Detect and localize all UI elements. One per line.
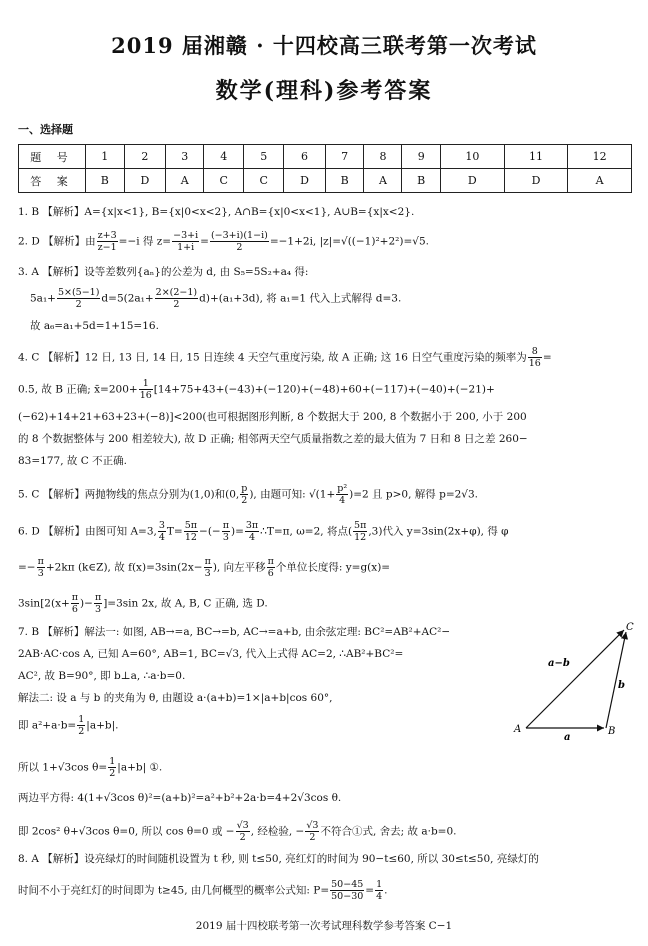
question-number-cell: 11 [504,145,568,169]
fraction [305,820,319,843]
label-a: a [564,732,571,742]
table-row [19,145,632,169]
question-number-cell: 5 [244,145,284,169]
text: =−i 得 z= [118,235,172,248]
label-c-point: C [626,622,634,633]
text: 2. D 【解析】由 [18,235,96,248]
solution-q7-line6 [18,756,162,779]
text: =−1+2i, |z|=√((−1)²+2²)=√5. [269,235,429,248]
answer-cell: B [86,169,125,193]
numerator: π [204,556,211,567]
denominator: 4 [376,891,383,902]
table-header-cell: 答 案 [19,169,86,193]
solution-q7-line2: 2AB·AC·cos A, 已知 A=60°, AB=1, BC=√3, 代入上式得 AC=2, ∴AB²+BC²= [18,648,404,660]
text: = [365,884,375,897]
answer-cell: D [284,169,326,193]
fraction [184,520,198,543]
question-number-cell: 12 [568,145,632,169]
denominator: 2 [109,768,116,779]
answer-cell: A [166,169,204,193]
answer-table [18,144,632,193]
fraction [245,520,259,543]
question-number-cell: 3 [166,145,204,169]
fraction [37,556,45,579]
answer-cell: D [504,169,568,193]
solution-q3-line1: 3. A 【解析】设等差数列{aₙ}的公差为 d, 由 S₅=5S₂+a₄ 得: [18,266,309,278]
denominator: 6 [267,568,274,579]
fraction [336,483,348,506]
label-a-minus-b: a−b [548,658,570,669]
numerator: 3 [158,520,165,531]
fraction [210,230,269,253]
text: )=2 且 p>0, 解得 p=2√3. [349,488,479,501]
text: . [384,884,388,897]
answer-cell: A [364,169,402,193]
solution-q4-line3: (−62)+14+21+63+23+(−8)]<200(也可根据图形判断, 8 个数据大于 200, 8 个数据小于 200, 小于 200 [18,411,527,423]
fraction [240,483,248,506]
page-title: 2019 届湘赣 · 十四校高三联考第一次考试 [111,33,537,58]
denominator: 12 [354,532,367,543]
denominator: 4 [249,532,256,543]
numerator: (−3+i)(1−i) [210,230,268,241]
text: , 经检验, − [250,825,305,838]
numerator: π [222,520,229,531]
denominator: 1+i [177,242,195,253]
text: 即 2cos² θ+√3cos θ=0, 所以 cos θ=0 或 − [18,825,235,838]
question-number-cell: 7 [325,145,364,169]
denominator: 2 [75,299,82,310]
text: 5a₁+ [30,292,56,305]
numerator: 1 [376,879,383,890]
text: [14+75+43+(−43)+(−120)+(−48)+60+(−117)+(−40)+(−21)+ [153,383,495,396]
label-b: b [618,680,625,691]
table-row [19,169,632,193]
text: 4. C 【解析】12 日, 13 日, 14 日, 15 日连续 4 天空气重度污染, 故 A 正确; 这 16 日空气重度污染的频率为 [18,351,527,364]
numerator: z+3 [97,230,117,241]
text: |a+b| ①. [117,761,163,774]
numerator: p² [337,483,348,494]
numerator: 1 [78,714,85,725]
solution-q3-line2 [30,287,401,310]
denominator: 12 [184,532,197,543]
solution-q5 [18,483,478,506]
label-a-point: A [514,724,522,735]
text: 不符合①式, 舍去; 故 a·b=0. [320,825,457,838]
numerator: π [267,556,274,567]
answer-cell: C [244,169,284,193]
solution-q7-line8 [18,820,457,843]
solution-q4-line4: 的 8 个数据整体与 200 相差较大), 故 D 正确; 相邻两天空气质量指数之差的最大值为 7 日和 8 日之差 260− [18,433,528,445]
text: 3sin[2(x+ [18,597,70,610]
section-heading: 一、选择题 [18,123,73,136]
denominator: 2 [236,242,243,253]
fraction [139,378,153,401]
text: )− [80,597,93,610]
solution-q7-line1: 7. B 【解析】解法一: 如图, AB→=a, BC→=b, AC→=a+b, 由余弦定理: BC²=AB²+AC²− [18,626,451,638]
denominator: 4 [158,532,165,543]
numerator: 50−45 [331,879,364,890]
text: )= [230,525,244,538]
fraction [71,592,79,615]
solution-q6-line1 [18,520,509,543]
denominator: 2 [173,299,180,310]
fraction [108,756,116,779]
denominator: 4 [339,495,346,506]
fraction [97,230,118,253]
answer-cell: C [204,169,244,193]
numerator: √3 [306,820,319,831]
page-footer: 2019 届十四校联考第一次考试理科数学参考答案 C−1 [195,920,453,932]
question-number-cell: 4 [204,145,244,169]
answer-cell: D [441,169,505,193]
numerator: −3+i [173,230,199,241]
question-number-cell: 8 [364,145,402,169]
text: ), 向左平移 [212,561,266,574]
fraction [77,714,85,737]
numerator: 5×(5−1) [57,287,100,298]
denominator: 3 [37,568,44,579]
text: 时间不小于亮红灯的时间即为 t≥45, 由几何概型的概率公式知: P= [18,884,330,897]
numerator: 1 [109,756,116,767]
numerator: p [241,483,248,494]
solution-q7-line5 [18,714,118,737]
question-number-cell: 1 [86,145,125,169]
denominator: 2 [309,832,316,843]
numerator: 5π [184,520,198,531]
fraction [155,287,198,310]
fraction [57,287,100,310]
vector-triangle-figure [506,618,640,742]
solution-q6-line3 [18,592,268,615]
text: |a+b|. [86,719,119,732]
fraction [267,556,275,579]
answer-cell: D [124,169,166,193]
solution-q6-line2 [18,556,390,579]
solution-q4-line1 [18,346,552,369]
fraction [375,879,383,902]
answer-cell: B [402,169,441,193]
question-number-cell: 10 [441,145,505,169]
denominator: 16 [528,358,541,369]
answer-cell: B [325,169,364,193]
numerator: 2×(2−1) [155,287,198,298]
solution-q3-line3: 故 a₆=a₁+5d=1+15=16. [30,320,159,332]
fraction [204,556,212,579]
numerator: π [37,556,44,567]
solution-q1: 1. B 【解析】A={x|x<1}, B={x|0<x<2}, A∩B={x|0<x<1}, A∪B={x|x<2}. [18,206,415,218]
solution-q4-line2 [18,378,495,401]
denominator: 2 [78,726,85,737]
fraction [172,230,199,253]
text: 所以 1+√3cos θ= [18,761,108,774]
numerator: 1 [139,378,153,390]
text: −(− [199,525,221,538]
text: ∴T=π, ω=2, 将点( [260,525,353,538]
text: 6. D 【解析】由图可知 A=3, [18,525,157,538]
question-number-cell: 2 [124,145,166,169]
text: +2kπ (k∈Z), 故 f(x)=3sin(2x− [45,561,203,574]
fraction [94,592,102,615]
denominator: 3 [222,532,229,543]
fraction [236,820,250,843]
fraction [353,520,367,543]
text: ), 由题可知: √(1+ [249,488,336,501]
denominator: 6 [71,604,78,615]
numerator: π [71,592,79,603]
fraction [330,879,364,902]
text: 个单位长度得: y=g(x)= [275,561,391,574]
text: d)+(a₁+3d), 将 a₁=1 代入上式解得 d=3. [199,292,402,305]
text: ]=3sin 2x, 故 A, B, C 正确, 选 D. [103,597,268,610]
solution-q7-line4: 解法二: 设 a 与 b 的夹角为 θ, 由题设 a·(a+b)=1×|a+b|cos 60°, [18,692,333,704]
label-b-point: B [608,726,616,737]
fraction [158,520,166,543]
question-number-cell: 9 [402,145,441,169]
fraction [528,346,542,369]
denominator: 50−30 [331,891,364,902]
denominator: 16 [139,390,152,401]
text: T= [166,525,183,538]
text: 5. C 【解析】两抛物线的焦点分别为(1,0)和(0, [18,488,240,501]
text: d=5(2a₁+ [101,292,154,305]
solution-q7-line3: AC², 故 B=90°, 即 b⊥a, ∴a·b=0. [18,670,186,682]
page-subtitle: 数学(理科)参考答案 [215,78,433,104]
text: =− [18,561,36,574]
solution-q8-line2 [18,879,387,902]
numerator: π [94,592,102,603]
numerator: 5π [354,520,367,531]
solution-q4-line5: 83=177, 故 C 不正确. [18,455,127,467]
text: ,3)代入 y=3sin(2x+φ), 得 φ [368,525,509,538]
text: = [542,351,552,364]
text: 即 a²+a·b= [18,719,77,732]
denominator: z−1 [97,242,117,253]
denominator: 2 [239,832,246,843]
denominator: 2 [241,495,248,506]
denominator: 3 [204,568,211,579]
numerator: √3 [236,820,249,831]
denominator: 3 [95,604,102,615]
text: 0.5, 故 B 正确; x̄=200+ [18,383,138,396]
solution-q8-line1: 8. A 【解析】设亮绿灯的时间随机设置为 t 秒, 则 t≤50, 亮红灯的时间为 90−t≤60, 所以 30≤t≤50, 亮绿灯的 [18,853,539,865]
table-header-cell: 题 号 [19,145,86,169]
numerator: 3π [245,520,259,531]
question-number-cell: 6 [284,145,326,169]
fraction [222,520,230,543]
text: = [200,235,209,248]
numerator: 8 [528,346,542,358]
answer-cell: A [568,169,632,193]
solution-q2 [18,230,429,253]
solution-q7-line7: 两边平方得: 4(1+√3cos θ)²=(a+b)²=a²+b²+2a·b=4+2√3cos θ. [18,792,342,804]
